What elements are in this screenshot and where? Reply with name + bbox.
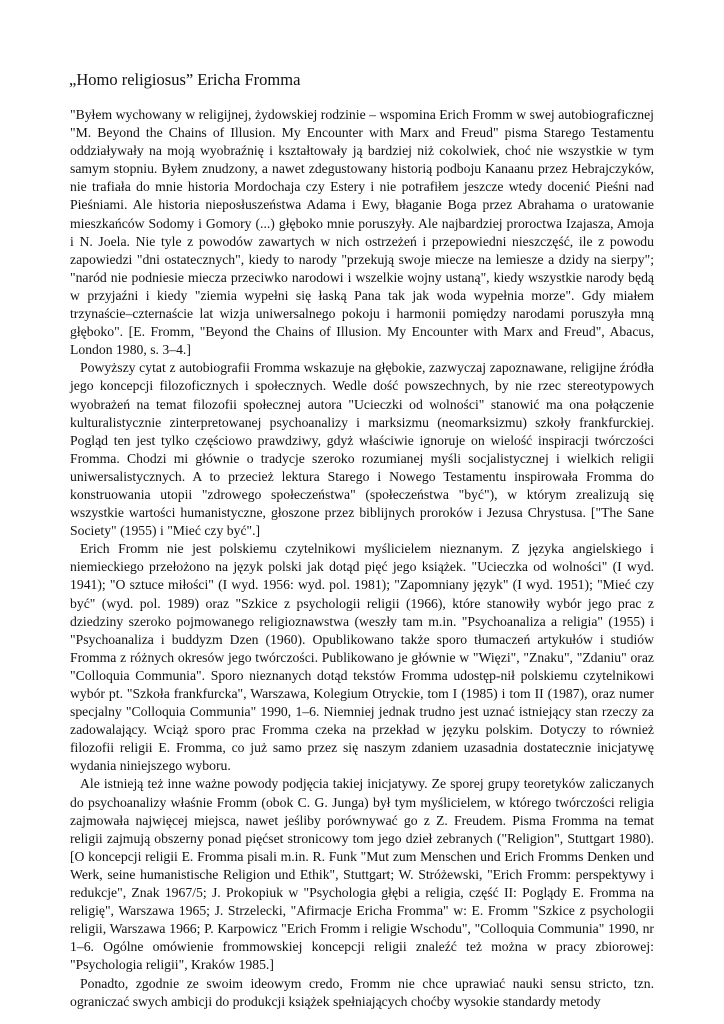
paragraph: Ponadto, zgodnie ze swoim ideowym credo, Fromm nie chce uprawiać nauki sensu stricto, tzn. ograniczać swych ambicji do produkcji książek spełniających choćby wysokie standardy metody xyxy=(70,975,654,1009)
document-body xyxy=(70,106,654,1011)
paragraph: Erich Fromm nie jest polskiemu czytelnikowi myślicielem nieznanym. Z języka angielskiego i niemieckiego przełożono na język polski jak dotąd pięć jego książek. "Ucieczka od wolności" (I wyd. 1941); "O sztuce miłości" (I wyd. 1956: wyd. pol. 1981); "Zapomniany język" (I wyd. 1951); "Mieć czy być" (wyd. pol. 1989) oraz "Szkice z psychologii religii (1966), które stanowiły wybór jego prac z dziedziny szeroko pojmowanego religioznawstwa (weszły tam m.in. "Psychoanaliza a religia" (1955) i "Psychoanaliza i buddyzm Dzen (1960). Opublikowano także sporo tłumaczeń artykułów i studiów Fromma z różnych okresów jego twórczości. Publikowano je głównie w "Więzi", "Znaku", "Zdaniu" oraz "Colloquia Communia". Sporo nieznanych dotąd tekstów Fromma udostęp-nił polskiemu czytelnikowi wybór pt. "Szkoła frankfurcka", Warszawa, Kolegium Otryckie, tom I (1985) i tom II (1987), oraz numer specjalny "Colloquia Communia" 1990, 1–6. Niemniej jednak trudno jest uznać istniejący stan rzeczy za zadowalający. Wciąż sporo prac Fromma czeka na przekład w języku polskim. Dotyczy to również filozofii religii E. Fromma, co już samo przez się naszym zdaniem uzasadnia dostatecznie inicjatywę wydania niniejszego wyboru. xyxy=(70,541,654,774)
paragraph-quote: "Byłem wychowany w religijnej, żydowskiej rodzinie – wspomina Erich Fromm w swej autobiograficznej "M. Beyond the Chains of Illusion. My Encounter with Marx and Freud" pisma Starego Testamentu oddziaływały na moją wyobraźnię i kształtowały ją bardziej niż cokolwiek, choć nie wszystkie w tym samym stopniu. Byłem znudzony, a nawet zdegustowany historią podboju Kanaanu przez Hebrajczyków, nie trafiała do mnie historia Mordochaja czy Estery i nie potrafiłem jeszcze wtedy docenić Pieśni nad Pieśniami. Ale historia nieposłuszeństwa Adama i Ewy, błaganie Boga przez Abrahama o uratowanie mieszkańców Sodomy i Gomory (...) głęboko mnie poruszyły. Ale najbardziej proroctwa Izajasza, Amoja i N. Joela. Nie tyle z powodów zawartych w nich ostrzeżeń i przepowiedni nieszczęść, ile z powodu zapowiedzi "dni ostatecznych", kiedy to narody "przekują swoje miecze na lemiesze a dzidy na sierpy"; "naród nie podniesie miecza przeciwko narodowi i wszelkie wojny ustaną", kiedy wszystkie narody będą w przyjaźni i kiedy "ziemia wypełni się łaską Pana tak jak woda wypełnia morze". Gdy miałem trzynaście–czternaście lat wizja uniwersalnego pokoju i harmonii pomiędzy narodami poruszyła mną głęboko". [E. Fromm, "Beyond the Chains of Illusion. My Encounter with Marx and Freud", Abacus, London 1980, s. 3–4.] xyxy=(70,107,654,358)
paragraph: Ale istnieją też inne ważne powody podjęcia takiej inicjatywy. Ze sporej grupy teoretyków zaliczanych do psychoanalizy właśnie Fromm (obok C. G. Junga) był tym myślicielem, w którego twórczości religia zajmowała najwięcej miejsca, nawet jeśliby porównywać go z Z. Freudem. Pisma Fromma na temat religii zajmują obszerny ponad pięćset stronicowy tom jego dzieł zebranych ("Religion", Stuttgart 1980). [O koncepcji religii E. Fromma pisali m.in. R. Funk "Mut zum Menschen und Erich Fromms Denken und Werk, seine humanistische Religion und Ethik", Stuttgart; W. Stróżewski, "Erich Fromm: perspektywy i redukcje", Znak 1967/5; J. Prokopiuk w "Psychologia głębi a religia, część II: Poglądy E. Fromma na religię", Warszawa 1965; J. Strzelecki, "Afirmacje Ericha Fromma" w: E. Fromm "Szkice z psychologii religii, Warszawa 1966; P. Karpowicz "Erich Fromm i religie Wschodu", "Colloquia Communia" 1990, nr 1–6. Ogólne omówienie frommowskiej koncepcji religii znaleźć też można w pracy zbiorowej: "Psychologia religii", Kraków 1985.] xyxy=(70,776,654,973)
paragraph: Powyższy cytat z autobiografii Fromma wskazuje na głębokie, zazwyczaj zapoznawane, religijne źródła jego koncepcji filozoficznych i społecznych. Wedle dość powszechnych, by nie rzec stereotypowych wyobrażeń na temat filozofii społecznej autora "Ucieczki od wolności" stanowić ma ona połączenie kulturalistycznie zinterpretowanej psychoanalizy i marksizmu (neomarksizmu) szkoły frankfurckiej. Pogląd ten jest tylko częściowo prawdziwy, gdyż właściwie ignoruje on wielość inspiracji twórczości Fromma. Chodzi mi głównie o tradycje szeroko rozumianej myśli socjalistycznej i wielkich religii uniwersalistycznych. A to przecież lektura Starego i Nowego Testamentu inspirowała Fromma do konstruowania utopii "zdrowego społeczeństwa" (społeczeństwa "być"), w którym zrealizują się wszystkie wartości humanistyczne, głoszone przez biblijnych proroków i Jezusa Chrystusa. ["The Sane Society" (1955) i "Mieć czy być".] xyxy=(70,360,654,539)
document-title: „Homo religiosus” Ericha Fromma xyxy=(69,70,301,89)
